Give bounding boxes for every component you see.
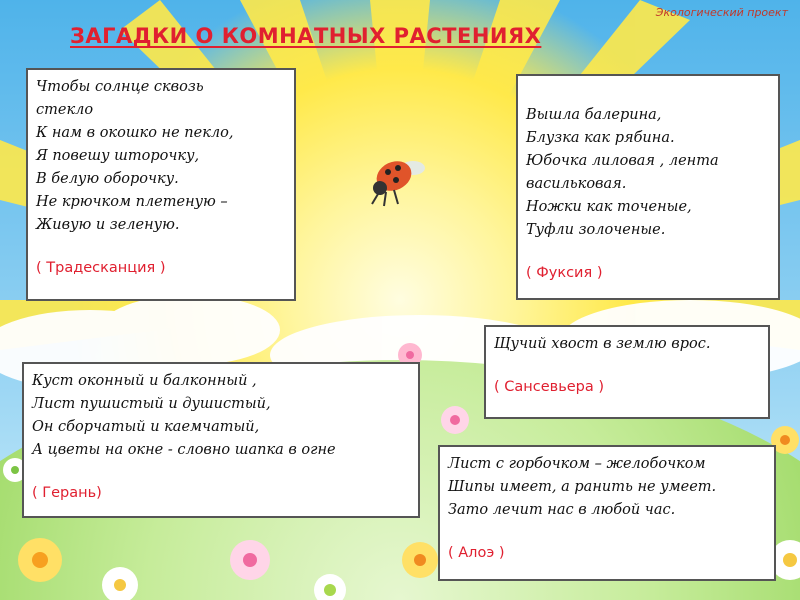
riddle-text: Чтобы солнце сквозь стекло К нам в окошко не пекло, Я повешу шторочку, В белую оборочку. Не крючком плетеную – Живую и зеленую. [36,79,234,233]
page-title: ЗАГАДКИ О КОМНАТНЫХ РАСТЕНИЯХ [70,24,542,48]
riddle-answer: ( Фуксия ) [526,265,603,281]
riddle-text: Лист с горбочком – желобочком Шипы имеет, а ранить не умеет. Зато лечит нас в любой час. [448,456,717,518]
project-label: Экологический проект [655,6,788,19]
riddle-answer: ( Традесканция ) [36,260,166,276]
riddle-text: Щучий хвост в землю врос. [494,336,711,352]
riddle-text: Куст оконный и балконный , Лист пушистый и душистый, Он сборчатый и каемчатый, А цветы на окне - словно шапка в огне [32,373,336,458]
riddle-answer: ( Алоэ ) [448,545,505,561]
riddle-text: Вышла балерина, Блузка как рябина. Юбочка лиловая , лента васильковая. Ножки как точеные, Туфли золоченые. [526,107,719,238]
riddle-card-sansevieria [484,325,770,419]
riddle-card-tradescantia [26,68,296,301]
ladybug-icon [358,146,428,216]
riddle-card-aloe [438,445,776,581]
riddle-card-geranium [22,362,420,518]
riddle-answer: ( Герань) [32,485,102,501]
riddle-card-fuchsia [516,74,780,300]
riddle-answer: ( Сансевьера ) [494,379,605,395]
